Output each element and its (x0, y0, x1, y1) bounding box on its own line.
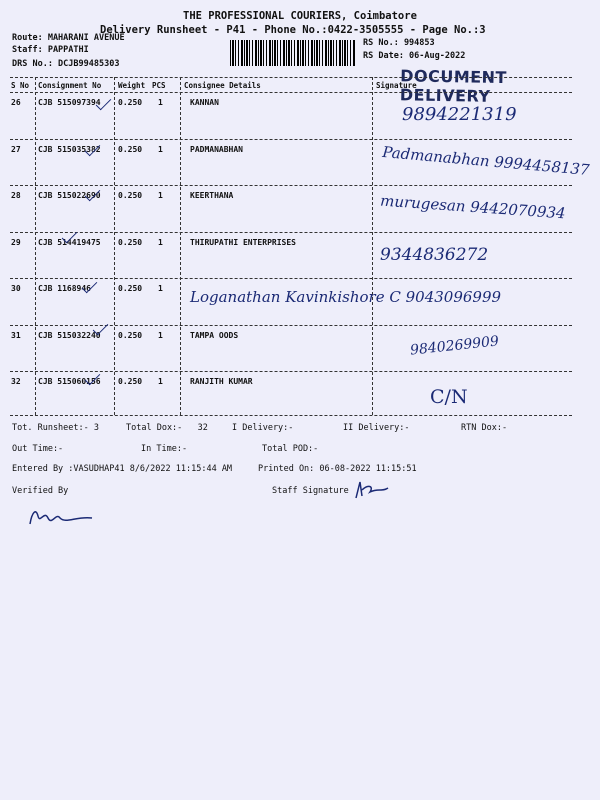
col-pcs: PCS (152, 81, 166, 90)
row-consignee: PADMANABHAN (190, 144, 243, 154)
handwritten-signature-28: murugesan 9442070934 (379, 191, 567, 223)
company-title: THE PROFESSIONAL COURIERS, Coimbatore (183, 10, 417, 22)
row-weight: 0.250 (118, 144, 143, 154)
rs-number: RS No.: 994853 (363, 38, 435, 48)
row-divider (10, 232, 572, 233)
col-weight: Weight (118, 81, 146, 90)
printed-on: Printed On: 06-08-2022 11:15:51 (258, 464, 417, 474)
row-divider (10, 139, 572, 140)
verifier-signature-scribble (26, 502, 96, 530)
row-consignee: KEERTHANA (190, 191, 234, 200)
ii-delivery: II Delivery:- (343, 423, 410, 433)
out-time: Out Time:- (12, 444, 64, 454)
row-pcs: 1 (158, 377, 163, 386)
row-weight: 0.250 (118, 98, 143, 107)
handwritten-signature-32: C/N (430, 386, 468, 408)
table-header-rule (10, 92, 572, 93)
total-pod: Total POD:- (262, 444, 319, 454)
row-sno: 32 (11, 377, 21, 386)
handwritten-signature-31: 9840269909 (409, 333, 500, 359)
row-consignee: TAMPA OODS (190, 330, 239, 340)
verified-by: Verified By (12, 486, 69, 496)
row-sno: 29 (11, 237, 21, 247)
staff-signature-scribble (352, 478, 392, 502)
drs-number: DRS No.: DCJB99485303 (12, 59, 120, 69)
row-pcs: 1 (158, 284, 163, 293)
col-sno: S No (11, 81, 30, 90)
row-consignment: CJB 515035382 (38, 144, 101, 154)
row-sno: 26 (11, 98, 21, 107)
row-weight: 0.250 (118, 330, 143, 340)
row-consignee: THIRUPATHI ENTERPRISES (190, 237, 296, 247)
row-consignee: RANJITH KUMAR (190, 377, 253, 386)
row-sno: 28 (11, 191, 21, 200)
handwritten-signature-26: 9894221319 (402, 104, 517, 125)
row-divider (10, 325, 572, 326)
row-weight: 0.250 (118, 237, 143, 247)
row-sno: 31 (11, 330, 21, 340)
table-top-rule (10, 77, 572, 78)
col-divider (35, 77, 36, 415)
table-bottom-rule (10, 415, 572, 416)
row-consignment: CJB 514419475 (38, 237, 101, 247)
row-weight: 0.250 (118, 191, 143, 200)
col-signature: Signature (376, 81, 417, 90)
row-consignee: KANNAN (190, 98, 219, 107)
rs-date: RS Date: 06-Aug-2022 (363, 51, 466, 61)
route-label: Route: MAHARANI AVENUE (12, 33, 125, 43)
row-weight: 0.250 (118, 284, 143, 293)
col-divider (180, 77, 181, 415)
row-consignment: CJB 515032240 (38, 330, 101, 340)
document-delivery-stamp: DOCUMENT DELIVERY (399, 66, 508, 106)
col-consignee: Consignee Details (184, 81, 261, 90)
row-pcs: 1 (158, 330, 163, 340)
entered-by: Entered By :VASUDHAP41 8/6/2022 11:15:44 AM (12, 464, 233, 474)
row-consignment: CJB 515022690 (38, 191, 101, 200)
total-dox: Total Dox:- 32 (126, 423, 208, 433)
runsheet-title: Delivery Runsheet - P41 - Phone No.:0422-3505555 - Page No.:3 (100, 24, 486, 36)
row-consignment: CJB 515060156 (38, 377, 101, 386)
row-consignment: CJB 515097394 (38, 98, 101, 107)
in-time: In Time:- (141, 444, 188, 454)
row-pcs: 1 (158, 191, 163, 200)
i-delivery: I Delivery:- (232, 423, 294, 433)
handwritten-signature-29: 9344836272 (380, 245, 489, 265)
handwritten-signature-30: Loganathan Kavinkishore C 9043096999 (190, 288, 502, 306)
row-sno: 30 (11, 284, 21, 293)
row-pcs: 1 (158, 98, 163, 107)
col-divider (372, 77, 373, 415)
staff-label: Staff: PAPPATHI (12, 45, 89, 55)
row-sno: 27 (11, 144, 21, 154)
row-pcs: 1 (158, 237, 163, 247)
row-consignment: CJB 1168946 (38, 284, 91, 293)
tot-runsheet: Tot. Runsheet:- 3 (12, 423, 99, 433)
barcode (230, 40, 355, 66)
col-divider (114, 77, 115, 415)
rtn-dox: RTN Dox:- (461, 423, 508, 433)
staff-signature: Staff Signature (272, 486, 349, 496)
handwritten-signature-27: Padmanabhan 9994458137 (381, 142, 591, 180)
col-consignment: Consignment No (38, 81, 102, 90)
row-pcs: 1 (158, 144, 163, 154)
row-weight: 0.250 (118, 377, 143, 386)
